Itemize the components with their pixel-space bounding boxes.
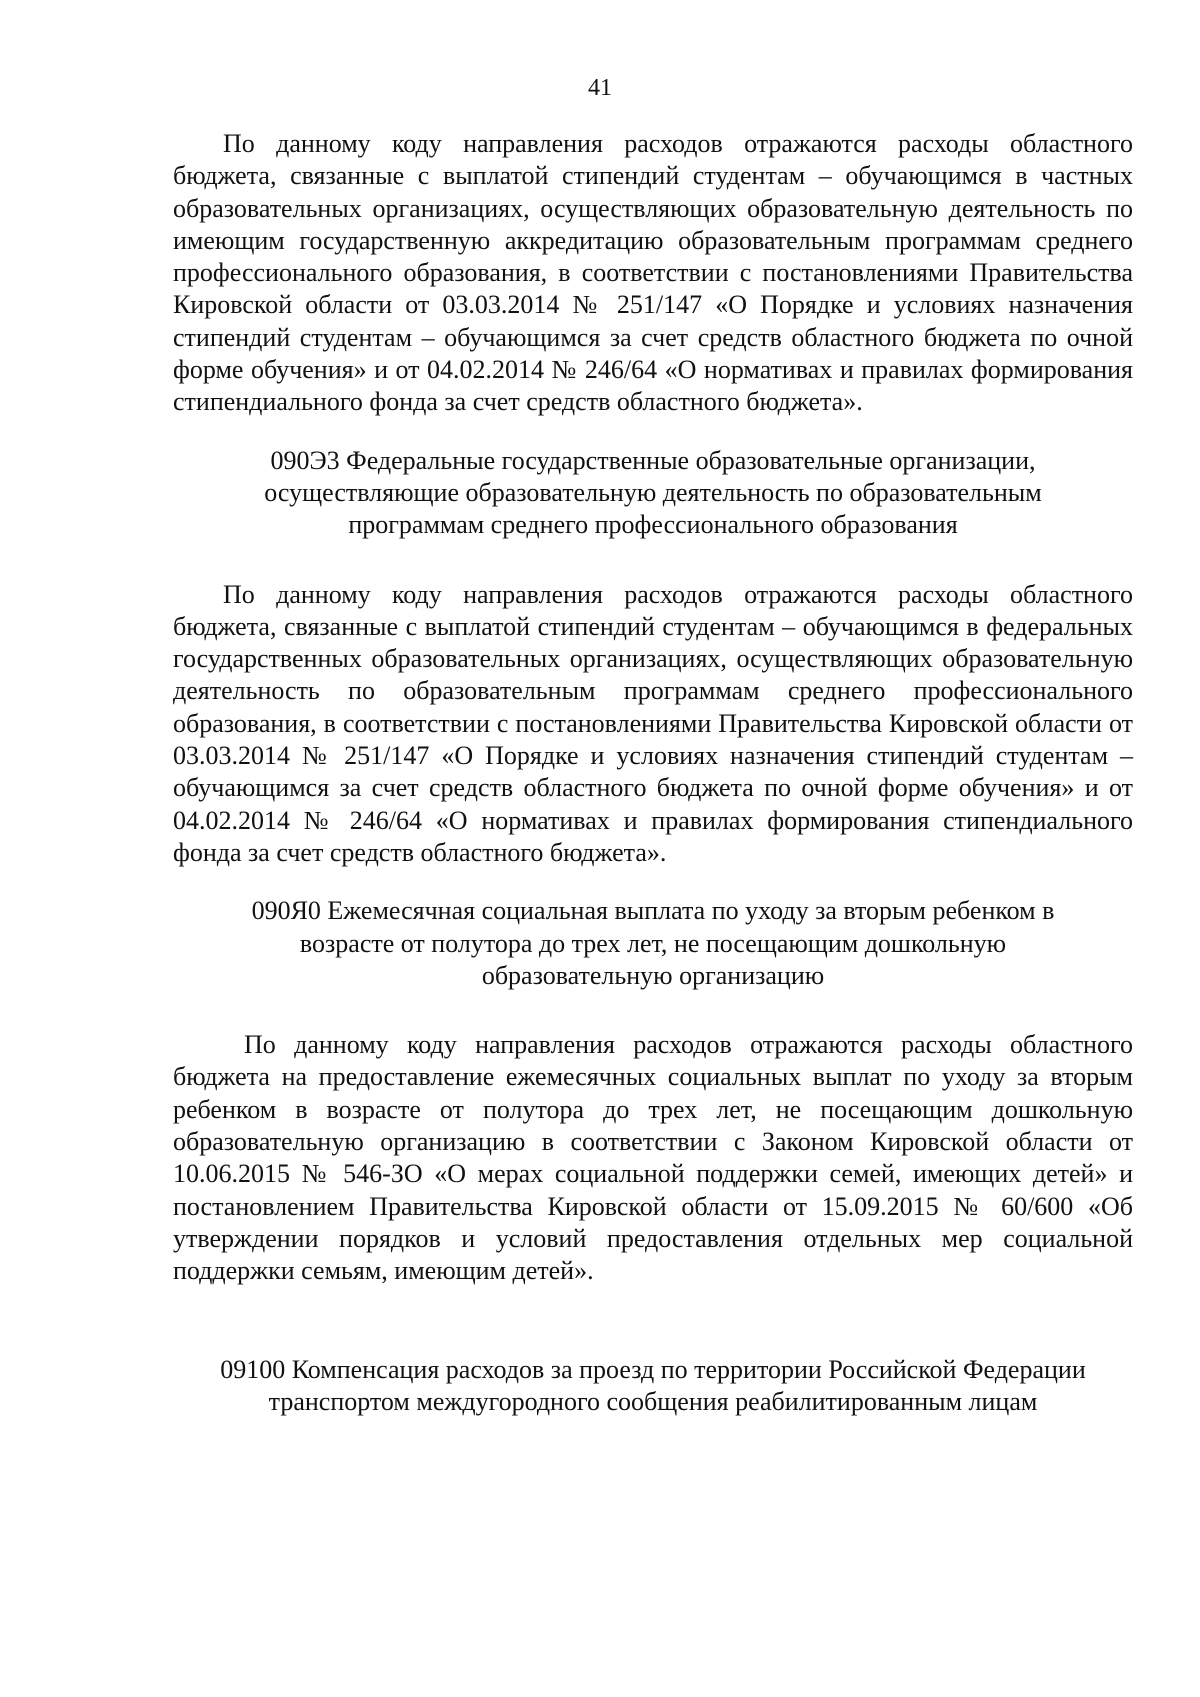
heading-09100 bbox=[173, 1354, 1133, 1419]
heading-line: возрасте от полутора до трех лет, не посещающим дошкольную bbox=[299, 928, 1007, 958]
paragraph-private-orgs-stipends: По данному коду направления расходов отражаются расходы областного бюджета, связанные с выплатой стипендий студентам – обучающимся в частных образовательных организациях, осуществляющих образовательную деятельность по имеющим государственную аккредитацию образовательным программам среднего профессионального образования, в соответствии с постановлениями Правительства Кировской области от 03.03.2014 № 251/147 «О Порядке и условиях назначения стипендий студентам – обучающимся за счет средств областного бюджета по очной форме обучения» и от 04.02.2014 № 246/64 «О нормативах и правилах формирования стипендиального фонда за счет средств областного бюджета». bbox=[173, 129, 1133, 417]
page-number: 41 bbox=[588, 75, 612, 101]
heading-090E3 bbox=[173, 445, 1133, 542]
heading-line: программам среднего профессионального образования bbox=[348, 510, 958, 540]
heading-line: образовательную организацию bbox=[481, 960, 825, 990]
heading-line: осуществляющие образовательную деятельность по образовательным bbox=[264, 477, 1042, 507]
heading-line: 090Я0 Ежемесячная социальная выплата по уходу за вторым ребенком в bbox=[251, 896, 1055, 926]
paragraph-monthly-child-payment: По данному коду направления расходов отражаются расходы областного бюджета на предоставление ежемесячных социальных выплат по уходу за вторым ребенком в возрасте от полутора до трех лет, не посещающим дошкольную образовательную организацию в соответствии с Законом Кировской области от 10.06.2015 № 546-ЗО «О мерах социальной поддержки семей, имеющих детей» и постановлением Правительства Кировской области от 15.09.2015 № 60/600 «Об утверждении порядков и условий предоставления отдельных мер социальной поддержки семьям, имеющим детей». bbox=[173, 1030, 1133, 1286]
document-body bbox=[173, 128, 1133, 1418]
paragraph-federal-orgs-stipends: По данному коду направления расходов отражаются расходы областного бюджета, связанные с выплатой стипендий студентам – обучающимся в федеральных государственных образовательных организациях, осуществляющих образовательную деятельность по образовательным программам среднего профессионального образования, в соответствии с постановлениями Правительства Кировской области от 03.03.2014 № 251/147 «О Порядке и условиях назначения стипендий студентам – обучающимся за счет средств областного бюджета по очной форме обучения» и от 04.02.2014 № 246/64 «О нормативах и правилах формирования стипендиального фонда за счет средств областного бюджета». bbox=[173, 579, 1133, 867]
heading-line: транспортом междугородного сообщения реабилитированным лицам bbox=[268, 1386, 1038, 1416]
heading-line: 09100 Компенсация расходов за проезд по территории Российской Федерации bbox=[220, 1354, 1086, 1384]
heading-line: 090Э3 Федеральные государственные образовательные организации, bbox=[270, 445, 1036, 475]
heading-090Ya0 bbox=[173, 895, 1133, 992]
